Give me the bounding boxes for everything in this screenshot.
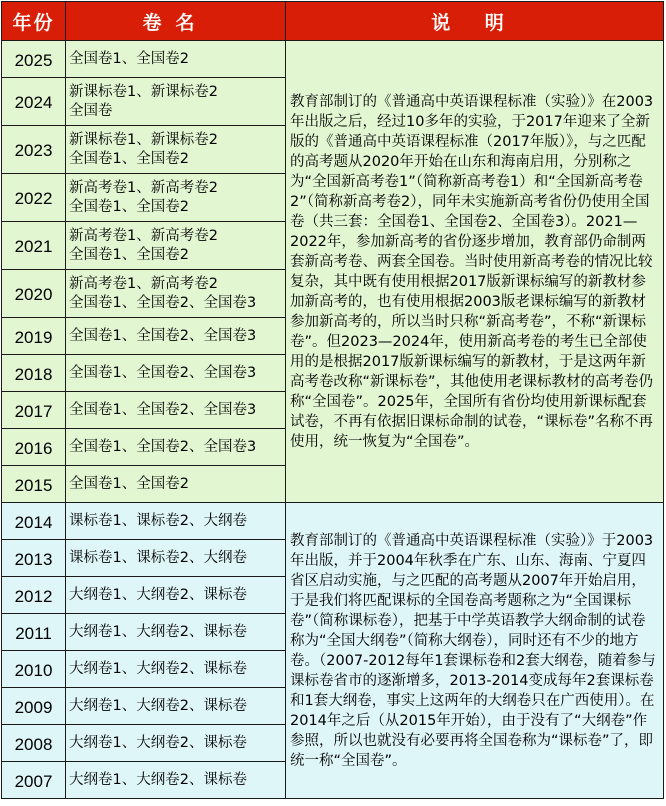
year-cell: 2009: [2, 688, 66, 725]
year-cell: 2019: [2, 318, 66, 355]
paper-name-cell: [66, 762, 286, 799]
paper-name-line: 全国卷1、全国卷2、全国卷3: [69, 401, 257, 418]
header-year: 年份: [2, 2, 66, 41]
year-cell: 2017: [2, 392, 66, 429]
paper-name-cell: [66, 651, 286, 688]
paper-name-line: 大纲卷1、大纲卷2、课标卷: [69, 771, 247, 788]
paper-name-line: 大纲卷1、大纲卷2、课标卷: [69, 623, 247, 640]
year-cell: 2024: [2, 78, 66, 126]
paper-name-cell: [66, 318, 286, 355]
paper-name-cell: [66, 392, 286, 429]
paper-name-line: 全国卷1、全国卷2、全国卷3: [69, 327, 257, 344]
paper-name-cell: [66, 688, 286, 725]
paper-name-line: 新高考卷1、新高考卷2: [69, 275, 218, 292]
paper-name-line: 新课标卷1、新课标卷2: [69, 131, 218, 148]
year-cell: 2016: [2, 429, 66, 466]
paper-name-line: 全国卷1、全国卷2: [69, 246, 189, 263]
paper-name-line: 大纲卷1、大纲卷2、课标卷: [69, 697, 247, 714]
paper-name-cell: [66, 355, 286, 392]
paper-name-line: 全国卷: [69, 102, 113, 119]
year-cell: 2007: [2, 762, 66, 799]
paper-name-line: 大纲卷1、大纲卷2、课标卷: [69, 734, 247, 751]
paper-name-line: 课标卷1、课标卷2、大纲卷: [69, 549, 247, 566]
table-row: [2, 503, 664, 540]
paper-name-cell: [66, 540, 286, 577]
table-row: [2, 41, 664, 78]
paper-name-line: 新高考卷1、新高考卷2: [69, 179, 218, 196]
paper-name-line: 课标卷1、课标卷2、大纲卷: [69, 512, 247, 529]
year-cell: 2008: [2, 725, 66, 762]
paper-name-cell: [66, 222, 286, 270]
paper-name-line: 全国卷1、全国卷2: [69, 150, 189, 167]
year-cell: 2011: [2, 614, 66, 651]
paper-name-cell: [66, 577, 286, 614]
year-cell: 2025: [2, 41, 66, 78]
year-cell: 2010: [2, 651, 66, 688]
year-cell: 2014: [2, 503, 66, 540]
year-cell: 2021: [2, 222, 66, 270]
paper-name-cell: [66, 429, 286, 466]
paper-name-cell: [66, 126, 286, 174]
exam-papers-table: [1, 1, 664, 799]
paper-name-line: 全国卷1、全国卷2、全国卷3: [69, 294, 257, 311]
paper-name-cell: [66, 725, 286, 762]
paper-name-line: 新课标卷1、新课标卷2: [69, 83, 218, 100]
paper-name-line: 全国卷1、全国卷2: [69, 198, 189, 215]
header-desc: 说 明: [286, 2, 664, 41]
paper-name-line: 全国卷1、全国卷2: [69, 475, 189, 492]
description-2015-2025: 教育部制订的《普通高中英语课程标准（实验）》在2003年出版之后，经过10多年的实验，于2017年迎来了全新版的《普通高中英语课程标准（2017年版）》，与之匹配的高考题从2020年开始在山东和海南启用，分别称之为“全国新高考卷1”（简称新高考卷1）和“全国新高考卷2”（简称新高考卷2），同年未实施新高考省份仍使用全国卷（共三套：全国卷1、全国卷2、全国卷3）。2021—2022年，参加新高考的省份逐步增加，教育部仍命制两套新高考卷、两套全国卷。当时使用新高考卷的情况比较复杂，其中既有使用根据2017版新课标编写的新教材参加新高考的，也有使用根据2003版老课标编写的新教材参加新高考的，所以当时只称“新高考卷”，不称“新课标卷”。但2023—2024年，使用新高考卷的考生已全部使用的是根据2017版新课标编写的新教材，于是这两年新高考卷改称“新课标卷”，其他使用老课标教材的高考卷仍称“全国卷”。2025年，全国所有省份均使用新课标配套试卷，不再有依据旧课标命制的试卷，“课标卷”名称不再使用，统一恢复为“全国卷”。: [286, 41, 664, 503]
year-cell: 2012: [2, 577, 66, 614]
paper-name-cell: [66, 174, 286, 222]
paper-name-line: 全国卷1、全国卷2: [69, 50, 189, 67]
paper-name-line: 新高考卷1、新高考卷2: [69, 227, 218, 244]
paper-name-line: 全国卷1、全国卷2、全国卷3: [69, 364, 257, 381]
paper-name-cell: [66, 78, 286, 126]
description-2007-2014: 教育部制订的《普通高中英语课程标准（实验）》于2003年出版，并于2004年秋季在广东、山东、海南、宁夏四省区启动实施，与之匹配的高考题从2007年开始启用，于是我们将匹配课标的全国卷高考题称之为“全国课标卷”（简称课标卷），把基于中学英语教学大纲命制的试卷称为“全国大纲卷”（简称大纲卷），同时还有不少的地方卷。（2007-2012每年1套课标卷和2套大纲卷，随着参与课标卷省市的逐渐增多，2013-2014变成每年2套课标卷和1套大纲卷，事实上这两年的大纲卷只在广西使用）。在2014年之后（从2015年开始），由于没有了“大纲卷”作参照，所以也就没有必要再将全国卷称为“课标卷”了，即统一称“全国卷”。: [286, 503, 664, 799]
year-cell: 2020: [2, 270, 66, 318]
year-cell: 2018: [2, 355, 66, 392]
header-row: [2, 2, 664, 41]
year-cell: 2015: [2, 466, 66, 503]
paper-name-cell: [66, 503, 286, 540]
paper-name-line: 大纲卷1、大纲卷2、课标卷: [69, 660, 247, 677]
paper-name-cell: [66, 270, 286, 318]
year-cell: 2013: [2, 540, 66, 577]
header-name: 卷名: [66, 2, 286, 41]
year-cell: 2022: [2, 174, 66, 222]
paper-name-line: 全国卷1、全国卷2、全国卷3: [69, 438, 257, 455]
year-cell: 2023: [2, 126, 66, 174]
paper-name-cell: [66, 614, 286, 651]
paper-name-line: 大纲卷1、大纲卷2、课标卷: [69, 586, 247, 603]
paper-name-cell: [66, 41, 286, 78]
paper-name-cell: [66, 466, 286, 503]
